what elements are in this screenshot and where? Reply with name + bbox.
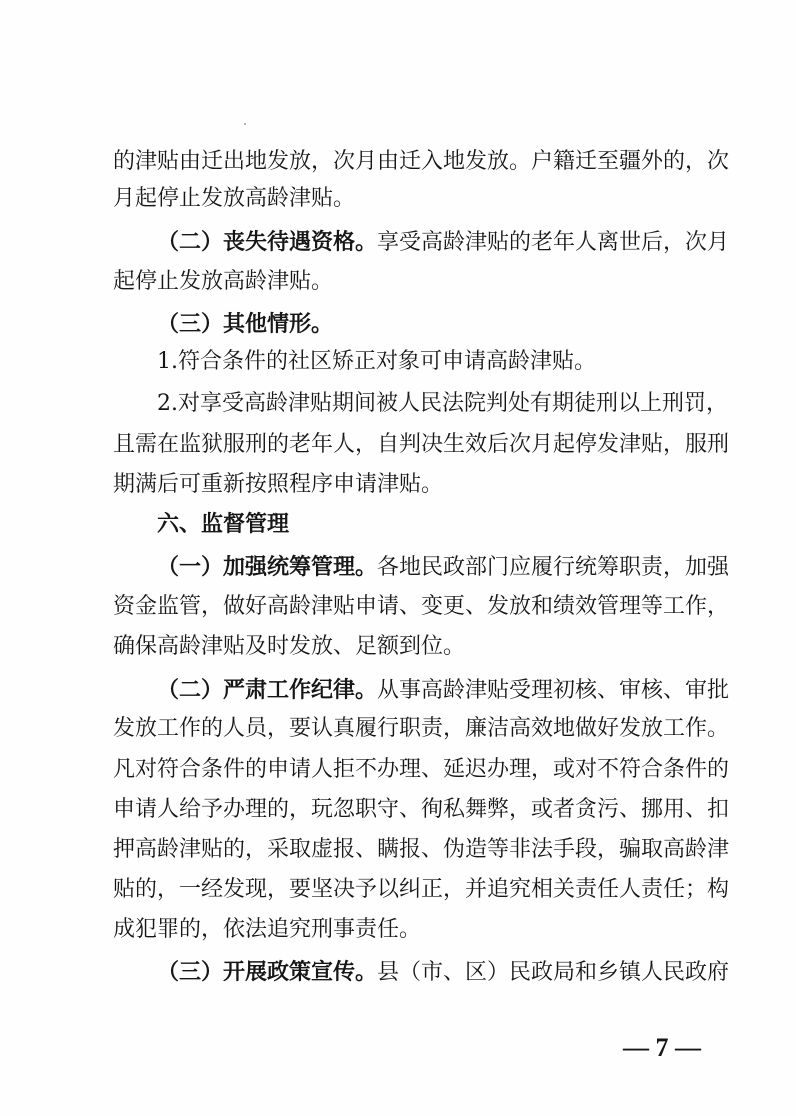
paragraph-line: 确保高龄津贴及时发放、足额到位。 bbox=[113, 634, 466, 659]
paragraph-lead: （二）严肃工作纪律。 bbox=[157, 677, 378, 703]
paragraph-line: 起停止发放高龄津贴。 bbox=[113, 269, 334, 294]
scan-speck bbox=[244, 123, 246, 125]
paragraph-line: 发放工作的人员，要认真履行职责，廉洁高效地做好发放工作。 bbox=[113, 716, 730, 741]
paragraph-lead: （二）丧失待遇资格。 bbox=[157, 229, 378, 255]
paragraph-line: 2.对享受高龄津贴期间被人民法院判处有期徒刑以上刑罚， bbox=[157, 391, 728, 416]
paragraph-line: 凡对符合条件的申请人拒不办理、延迟办理，或对不符合条件的 bbox=[113, 757, 730, 782]
paragraph-text: 享受高龄津贴的老年人离世后，次月 bbox=[377, 230, 730, 255]
paragraph-line: 1.符合条件的社区矫正对象可申请高龄津贴。 bbox=[157, 349, 596, 374]
paragraph-line bbox=[157, 310, 698, 339]
paragraph-line: 月起停止发放高龄津贴。 bbox=[113, 186, 356, 211]
paragraph-line: 申请人给予办理的，玩忽职守、徇私舞弊，或者贪污、挪用、扣 bbox=[113, 797, 730, 822]
paragraph-lead: （一）加强统筹管理。 bbox=[157, 554, 378, 580]
paragraph-line bbox=[157, 958, 730, 987]
paragraph-line: 贴的，一经发现，要坚决予以纠正，并追究相关责任人责任；构 bbox=[113, 877, 730, 902]
paragraph-line: 押高龄津贴的，采取虚报、瞒报、伪造等非法手段，骗取高龄津 bbox=[113, 837, 730, 862]
section-heading: 六、监督管理 bbox=[157, 512, 290, 537]
paragraph-lead: （三）其他情形。 bbox=[157, 311, 334, 337]
paragraph-lead: （三）开展政策宣传。 bbox=[157, 959, 378, 985]
paragraph-line bbox=[157, 553, 730, 582]
paragraph-line bbox=[157, 228, 730, 257]
paragraph-text: 县（市、区）民政局和乡镇人民政府 bbox=[377, 960, 730, 985]
paragraph-line bbox=[157, 676, 730, 705]
paragraph-line: 成犯罪的，依法追究刑事责任。 bbox=[113, 917, 422, 942]
paragraph-text: 从事高龄津贴受理初核、审核、审批 bbox=[377, 678, 730, 703]
page-number: — 7 — bbox=[623, 1033, 701, 1062]
paragraph-line: 的津贴由迁出地发放，次月由迁入地发放。户籍迁至疆外的，次 bbox=[113, 149, 730, 174]
paragraph-line: 期满后可重新按照程序申请津贴。 bbox=[113, 472, 444, 497]
paragraph-line: 资金监管，做好高龄津贴申请、变更、发放和绩效管理等工作， bbox=[113, 594, 730, 619]
paragraph-line: 且需在监狱服刑的老年人，自判决生效后次月起停发津贴，服刑 bbox=[113, 432, 730, 457]
paragraph-text: 各地民政部门应履行统筹职责，加强 bbox=[377, 555, 730, 580]
